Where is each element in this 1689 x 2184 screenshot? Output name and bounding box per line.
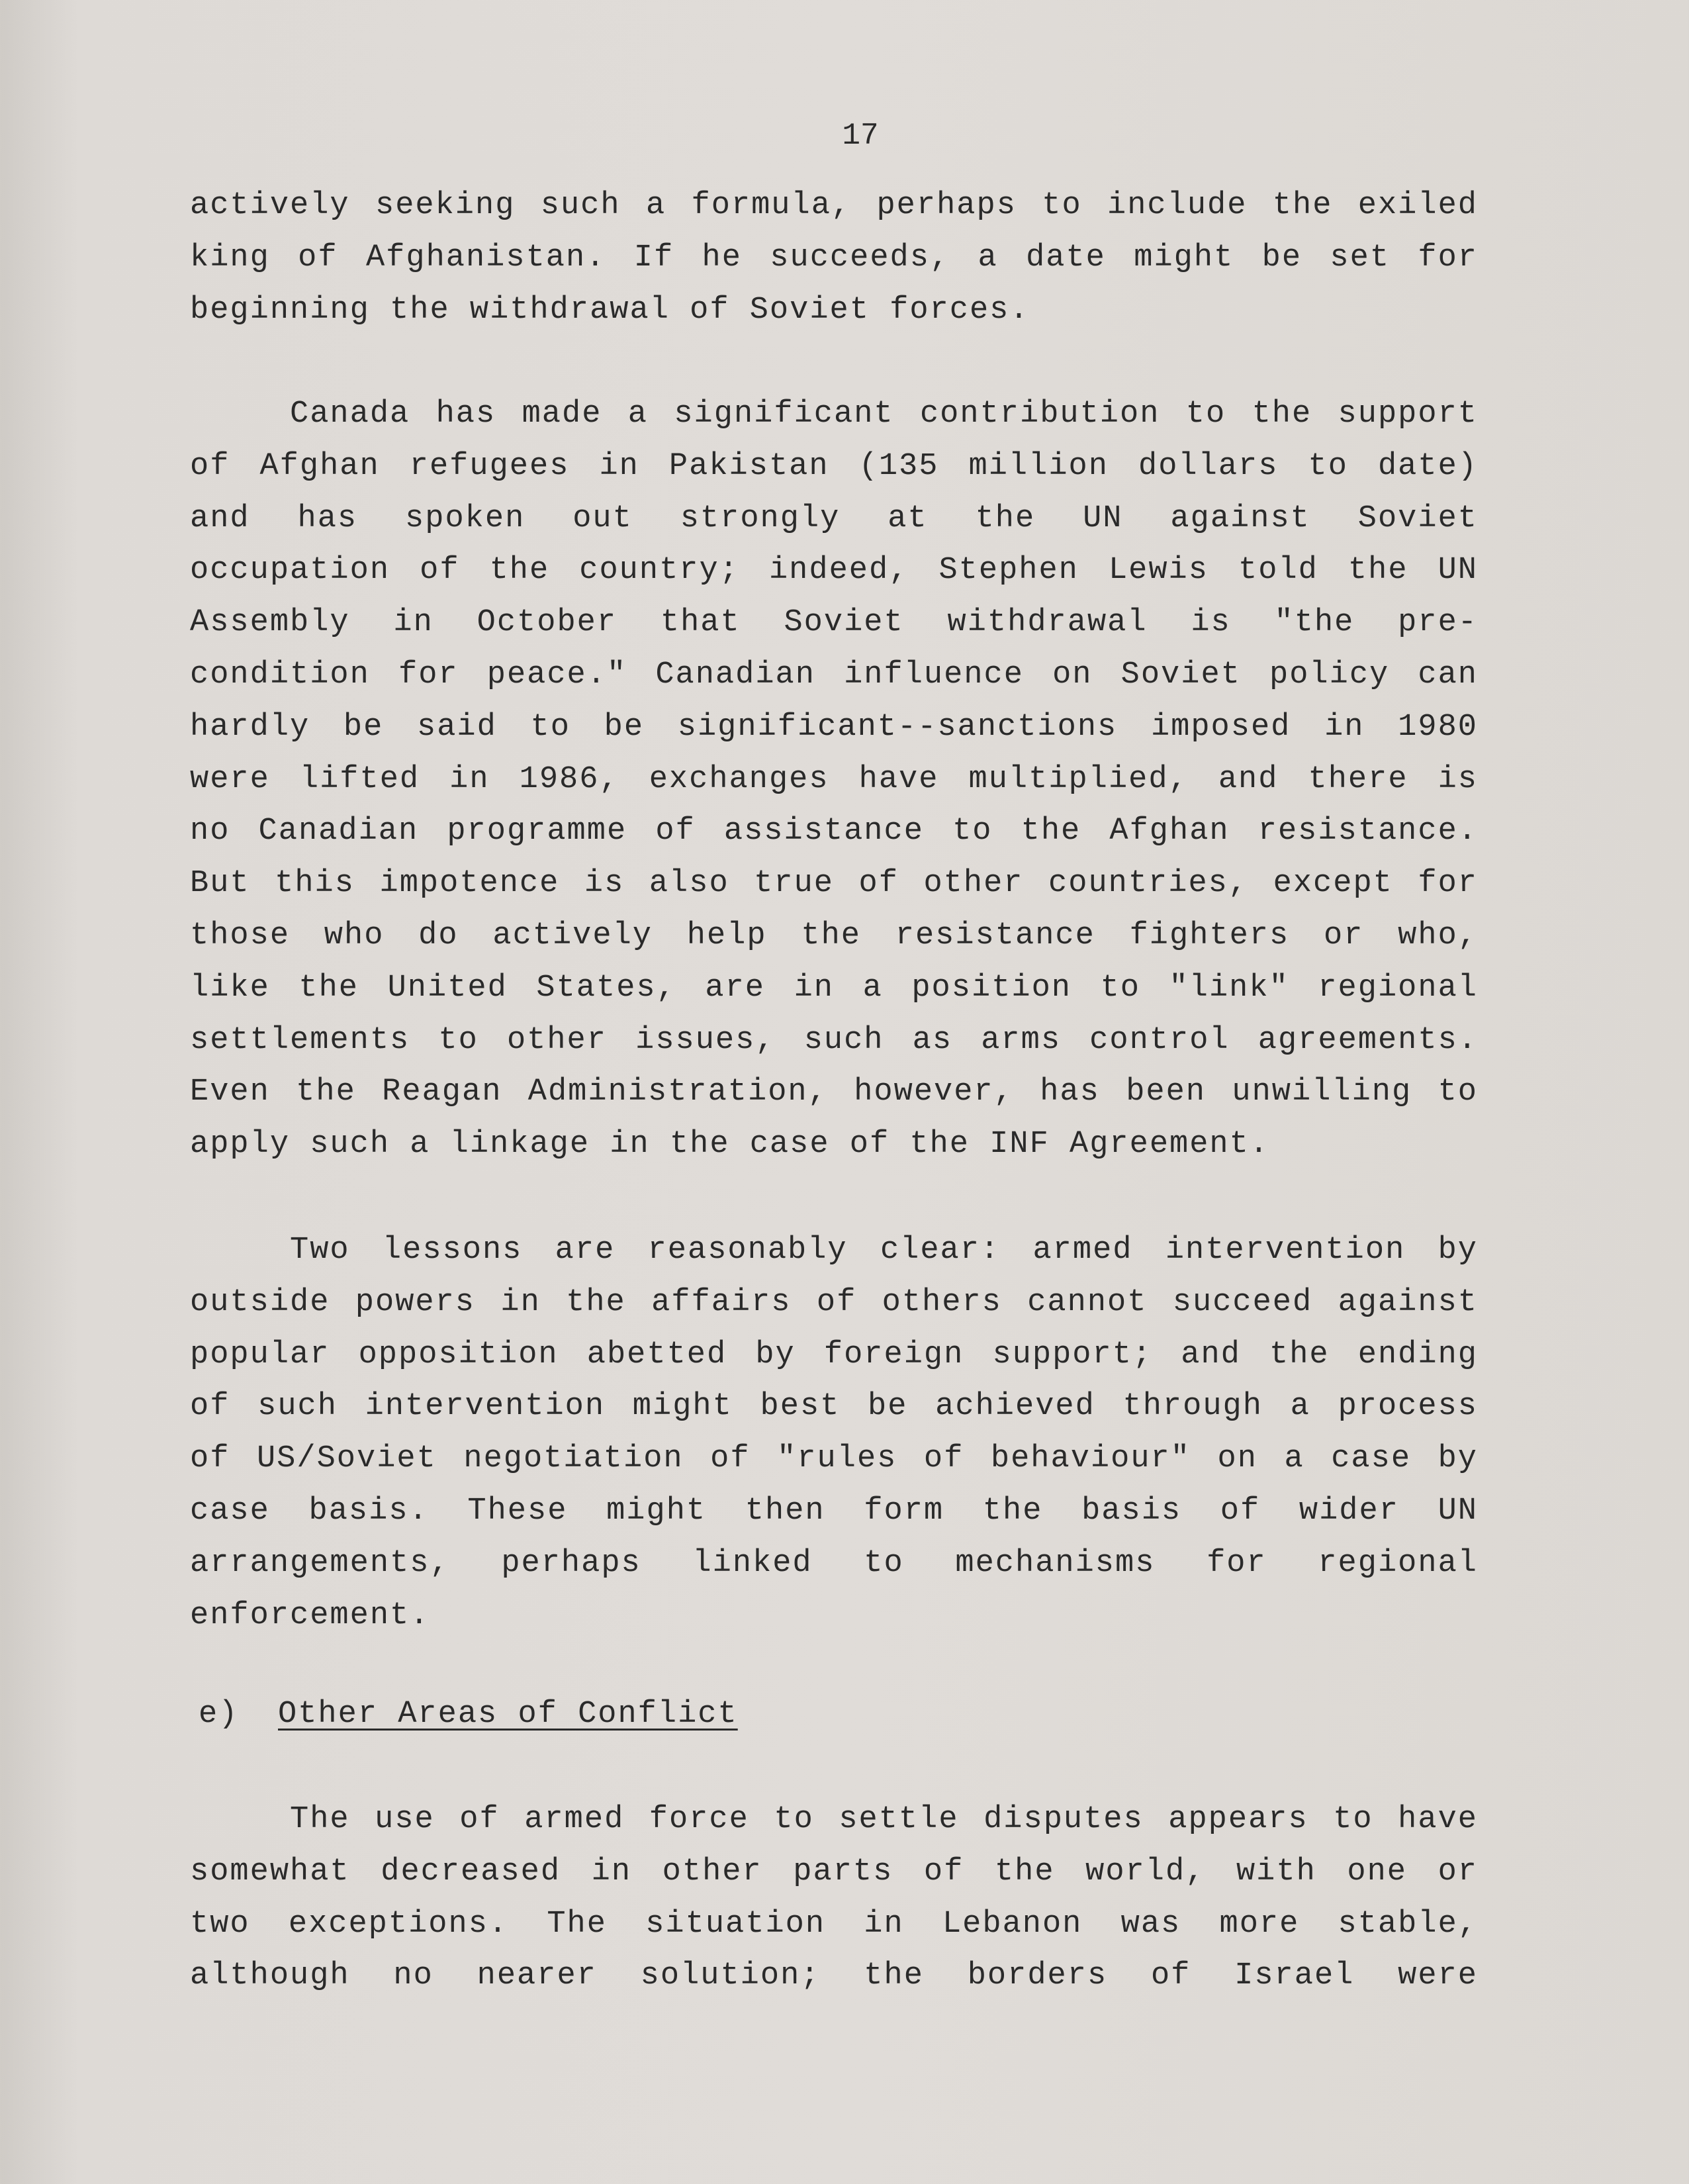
paragraph-line: Even the Reagan Administration, however, has been unwilling to bbox=[190, 1074, 1478, 1110]
paragraph-1 bbox=[190, 180, 1478, 336]
paragraph-line: settlements to other issues, such as arms control agreements. bbox=[190, 1022, 1478, 1058]
section-heading bbox=[199, 1691, 738, 1738]
paragraph-line: of such intervention might best be achieved through a process bbox=[190, 1389, 1478, 1425]
page-number: 17 bbox=[842, 119, 879, 153]
paragraph-line: actively seeking such a formula, perhaps to include the exiled bbox=[190, 188, 1478, 223]
paragraph-line: occupation of the country; indeed, Stephen Lewis told the UN bbox=[190, 553, 1478, 589]
paragraph-line: Assembly in October that Soviet withdrawal is "the pre- bbox=[190, 605, 1478, 641]
paragraph-2 bbox=[190, 389, 1478, 1171]
paragraph-line: no Canadian programme of assistance to the Afghan resistance. bbox=[190, 814, 1478, 849]
paragraph-line: those who do actively help the resistance fighters or who, bbox=[190, 918, 1478, 953]
paragraph-line: of US/Soviet negotiation of "rules of behaviour" on a case by bbox=[190, 1441, 1478, 1477]
paragraph-line: of Afghan refugees in Pakistan (135 million dollars to date) bbox=[190, 448, 1478, 484]
paragraph-line: enforcement. bbox=[190, 1597, 430, 1633]
section-label: e) bbox=[199, 1697, 239, 1732]
paragraph-line: apply such a linkage in the case of the INF Agreement. bbox=[190, 1127, 1270, 1163]
paragraph-line: Canada has made a significant contribution to the support bbox=[290, 397, 1478, 432]
paragraph-line: popular opposition abetted by foreign support; and the ending bbox=[190, 1337, 1478, 1372]
section-title: Other Areas of Conflict bbox=[278, 1697, 738, 1732]
paragraph-line: But this impotence is also true of other countries, except for bbox=[190, 866, 1478, 902]
paragraph-4 bbox=[190, 1794, 1478, 2003]
paragraph-line: hardly be said to be significant--sanctions imposed in 1980 bbox=[190, 709, 1478, 745]
paragraph-line: and has spoken out strongly at the UN against Soviet bbox=[190, 500, 1478, 536]
paragraph-line: condition for peace." Canadian influence on Soviet policy can bbox=[190, 657, 1478, 692]
paragraph-line: case basis. These might then form the basis of wider UN bbox=[190, 1493, 1478, 1529]
paragraph-line: arrangements, perhaps linked to mechanisms for regional bbox=[190, 1545, 1478, 1581]
paragraph-3 bbox=[190, 1225, 1478, 1642]
paragraph-line: king of Afghanistan. If he succeeds, a date might be set for bbox=[190, 240, 1478, 275]
paragraph-line: beginning the withdrawal of Soviet forces. bbox=[190, 292, 1030, 328]
paragraph-line: somewhat decreased in other parts of the world, with one or bbox=[190, 1854, 1478, 1889]
paragraph-line: two exceptions. The situation in Lebanon was more stable, bbox=[190, 1906, 1478, 1942]
paragraph-line: Two lessons are reasonably clear: armed intervention by bbox=[290, 1233, 1478, 1268]
paragraph-line: The use of armed force to settle disputes appears to have bbox=[290, 1802, 1478, 1837]
paragraph-line: although no nearer solution; the borders of Israel were bbox=[190, 1958, 1478, 1994]
paragraph-line: like the United States, are in a position to "link" regional bbox=[190, 970, 1478, 1006]
paragraph-line: outside powers in the affairs of others cannot succeed against bbox=[190, 1284, 1478, 1320]
paragraph-line: were lifted in 1986, exchanges have multiplied, and there is bbox=[190, 761, 1478, 797]
